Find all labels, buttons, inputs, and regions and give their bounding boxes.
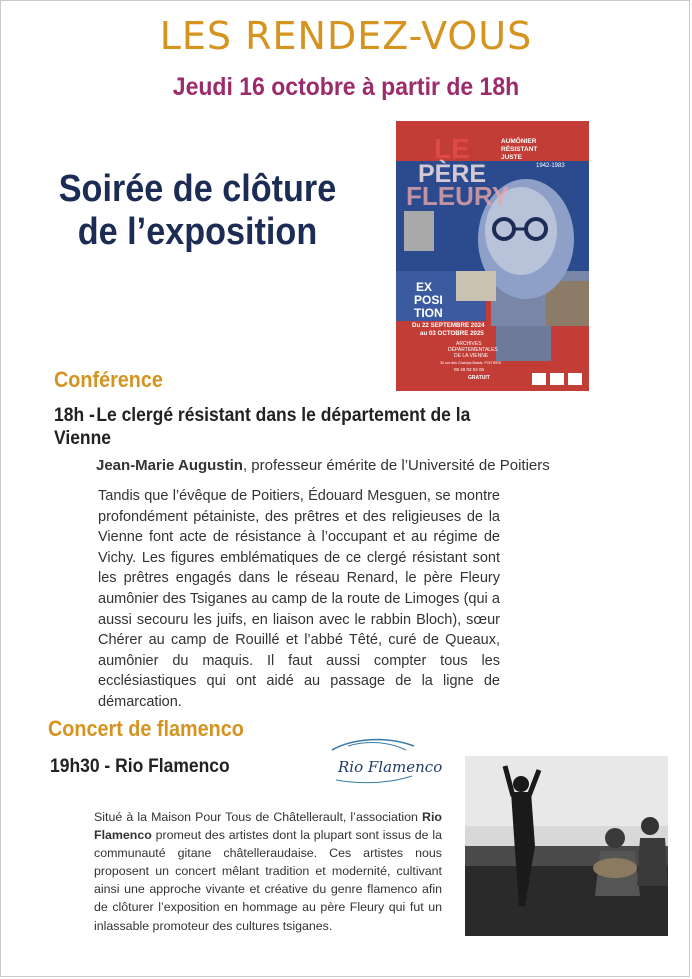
exhibition-poster — [396, 121, 589, 391]
page-title: LES RENDEZ-VOUS — [159, 14, 533, 58]
logo-text: Rio Flamenco — [338, 758, 443, 776]
conference-heading: Conférence — [54, 367, 163, 392]
poster-aumonier: AUMÔNIER — [501, 138, 537, 145]
flamenco-desc-part-1: Situé à la Maison Pour Tous de Châtellerault, l’association — [94, 810, 423, 824]
soiree-heading — [40, 168, 355, 254]
poster-archives-3: DE LA VIENNE — [454, 353, 489, 359]
flamenco-photo — [465, 756, 668, 936]
poster-tion: TION — [414, 306, 443, 320]
flamenco-description — [94, 808, 442, 935]
speaker-line — [96, 457, 550, 474]
flamenco-heading: Concert de flamenco — [48, 716, 244, 741]
soiree-line-2: de l’exposition — [77, 211, 318, 253]
soiree-line-1: Soirée de clôture — [58, 168, 337, 210]
flamenco-desc-part-2: promeut des artistes dont la plupart sont issus de la communauté gitane châtelleraudaise. Ces artistes nous proposent un concert mêlant tradition et modernité, cultivant ainsi une approche vivante et créative du genre flamenco afin de clôturer l’exposition en hommage au père Fleury qui fut un inlassable promoteur des cultures tsiganes. — [94, 828, 442, 933]
poster-dates-2: au 03 OCTOBRE 2025 — [420, 330, 484, 337]
conference-title: Le clergé résistant dans le département de la Vienne — [54, 405, 471, 449]
poster-phone: 05 49 03 04 05 — [454, 367, 485, 372]
poster-dates-1: Du 22 SEPTEMBRE 2024 — [412, 322, 485, 329]
poster-gratuit: GRATUIT — [468, 375, 490, 381]
poster-le: LE — [434, 133, 470, 164]
speaker-name: Jean-Marie Augustin — [96, 457, 243, 474]
conference-talk — [54, 404, 486, 450]
poster-years: 1942-1983 — [536, 163, 565, 169]
poster-address: 30 rue des Champs-Balais, POITIERS — [440, 361, 502, 365]
poster-juste: JUSTE — [501, 154, 522, 161]
flamenco-desc-bold: Rio Flamenco — [94, 810, 442, 843]
poster-ex: EX — [416, 280, 433, 294]
event-date: Jeudi 16 octobre à partir de 18h — [172, 73, 520, 101]
conference-time: 18h - — [54, 405, 95, 426]
poster-art — [396, 121, 589, 391]
conference-description: Tandis que l’évêque de Poitiers, Édouard Mesguen, se montre profondément pétainiste, des prêtres et des religieuses de la Vienne font acte de résistance à l’occupant et au régime de Vichy. Les figures emblématiques de ce clergé résistant sont les prêtres engagés dans le réseau Renard, le père Fleury aumônier des Tsiganes au camp de la route de Limoges (qui a aussi secouru les juifs, en liaison avec le rabbin Bloch), sœur Chérer au camp de Rouillé et l’abbé Têté, curé de Queaux, aumônier du maquis. Il faut aussi compter tous les ecclésiastiques qui ont aidé au passage de la ligne de démarcation. — [98, 488, 500, 710]
rio-flamenco-logo — [328, 736, 443, 788]
speaker-role: , professeur émérite de l’Université de Poitiers — [242, 457, 550, 474]
flamenco-talk: 19h30 - Rio Flamenco — [50, 756, 230, 777]
poster-pere: PÈRE — [418, 160, 487, 188]
poster-fleury: FLEURY — [406, 181, 510, 211]
poster-archives-1: ARCHIVES — [456, 341, 482, 347]
poster-resistant: RÉSISTANT — [501, 146, 538, 153]
poster-posi: POSI — [414, 293, 443, 307]
poster-archives-2: DÉPARTEMENTALES — [448, 347, 498, 353]
